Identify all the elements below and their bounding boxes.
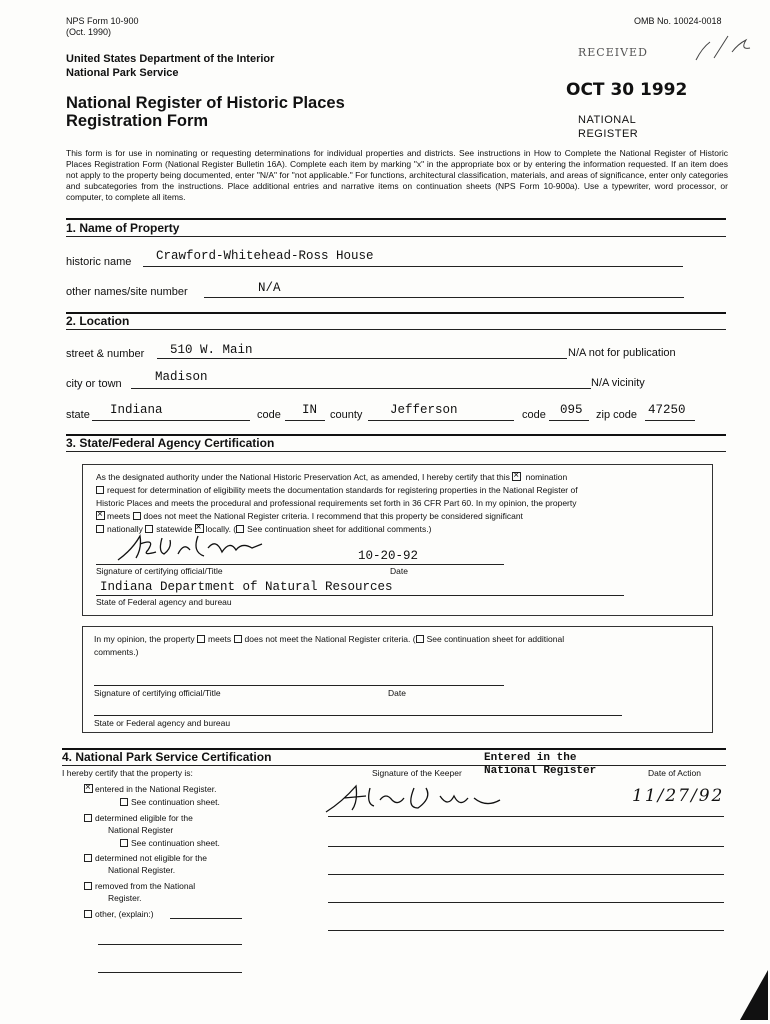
form-date: (Oct. 1990) — [66, 27, 112, 37]
state-label: state — [66, 409, 90, 421]
omb-number: OMB No. 10024-0018 — [634, 16, 722, 26]
official-signature-icon — [112, 530, 272, 566]
entered-checkbox[interactable] — [84, 784, 93, 793]
nfp-label: not for publication — [588, 347, 676, 359]
removed-checkbox[interactable] — [84, 882, 92, 890]
option-eligible[interactable]: determined eligible for the — [84, 813, 193, 824]
form-title: National Register of Historic Places — [66, 94, 345, 112]
county-code-value[interactable]: 095 — [560, 403, 583, 417]
stamp-national: NATIONAL — [578, 114, 637, 126]
vicinity[interactable] — [591, 377, 645, 389]
cert-line-1: As the designated authority under the National Historic Preservation Act, as amended, I hereby certify that this × nomination — [96, 472, 567, 483]
nationally-checkbox[interactable] — [96, 525, 104, 533]
request-checkbox[interactable] — [96, 486, 104, 494]
intro-instructions: This form is for use in nominating or requesting determinations for individual properties and districts. See instructions in How to Complete the National Register of Historic Places Registration Form (National Register Bulletin 16A). Complete each item by marking "x" in the appropriate box or by entering the information requested. If an item does not apply to the property being documented, enter "N/A" for "not applicable." For functions, architectural classification, materials, and areas of significance, enter only categories and subcategories from the instructions. Place additional entries and narrative items on continuation sheets (NPS Form 10-900a). Use a typewriter, word processor, or computer, to complete all items. — [66, 148, 728, 202]
certifying-date[interactable]: 10-20-92 — [358, 549, 419, 563]
opinion-not-meet-checkbox[interactable] — [234, 635, 242, 643]
meets-checkbox[interactable] — [96, 511, 105, 520]
department-name: United States Department of the Interior — [66, 53, 275, 65]
opinion-continuation-checkbox[interactable] — [416, 635, 424, 643]
opinion-meets-checkbox[interactable] — [197, 635, 205, 643]
date-2-label: Date — [388, 688, 406, 698]
not-eligible-checkbox[interactable] — [84, 854, 92, 862]
service-name: National Park Service — [66, 67, 179, 79]
zip-label: zip code — [596, 409, 637, 421]
option-not-eligible[interactable]: determined not eligible for the — [84, 853, 207, 864]
date-label: Date — [390, 566, 408, 576]
keeper-signature-icon — [322, 778, 522, 818]
street-label: street & number — [66, 348, 145, 360]
zip-value[interactable]: 47250 — [648, 403, 686, 417]
vicinity-label: vicinity — [611, 377, 645, 389]
option-entered[interactable]: ×entered in the National Register. — [84, 784, 216, 795]
eligible-continuation-checkbox[interactable] — [120, 839, 128, 847]
received-stamp: RECEIVED — [578, 46, 648, 59]
cert-line-5: nationally statewide × locally. ( See continuation sheet for additional comments.) — [96, 524, 431, 535]
historic-name-label: historic name — [66, 256, 132, 268]
entered-stamp-line-1: Entered in the — [484, 752, 577, 764]
certify-statement: I hereby certify that the property is: — [62, 768, 193, 778]
vicinity-prefix: N/A — [591, 377, 609, 389]
not-for-publication[interactable] — [568, 347, 676, 359]
option-not-eligible-line-2: National Register. — [108, 865, 176, 875]
received-date-stamp: OCT 30 1992 — [566, 80, 688, 100]
handwritten-mark-icon — [688, 30, 758, 66]
keeper-label: Signature of the Keeper — [372, 768, 462, 778]
does-not-meet-checkbox[interactable] — [133, 512, 141, 520]
form-subtitle: Registration Form — [66, 112, 209, 130]
street-value[interactable]: 510 W. Main — [170, 343, 253, 357]
agency-value[interactable]: Indiana Department of Natural Resources — [100, 580, 393, 594]
county-label: county — [330, 409, 363, 421]
option-other[interactable]: other, (explain:) — [84, 909, 154, 920]
signature-2-label: Signature of certifying official/Title — [94, 688, 221, 698]
state-code-value[interactable]: IN — [302, 403, 318, 417]
option-removed[interactable]: removed from the National — [84, 881, 195, 892]
agency-2-label: State or Federal agency and bureau — [94, 718, 231, 728]
action-date-label: Date of Action — [648, 768, 701, 778]
nfp-prefix: N/A — [568, 347, 586, 359]
stamp-register: REGISTER — [578, 128, 639, 140]
cert-line-2: request for determination of eligibility meets the documentation standards for registering properties in the National Register of — [96, 485, 578, 496]
action-date-value[interactable]: 11/27/92 — [632, 786, 725, 806]
city-label: city or town — [66, 378, 122, 390]
section-4-heading: 4. National Park Service Certification — [62, 750, 272, 764]
county-value[interactable]: Jefferson — [390, 403, 458, 417]
entered-continuation-checkbox[interactable] — [120, 798, 128, 806]
state-code-label: code — [257, 409, 281, 421]
signature-label: Signature of certifying official/Title — [96, 566, 223, 576]
nomination-checkbox[interactable] — [512, 472, 521, 481]
opinion-line-2: comments.) — [94, 647, 139, 657]
other-checkbox[interactable] — [84, 910, 92, 918]
eligible-checkbox[interactable] — [84, 814, 92, 822]
other-names-label: other names/site number — [66, 286, 188, 298]
cert-line-3: Historic Places and meets the procedural and professional requirements set forth in 36 CFR Part 60. In my opinion, the property — [96, 498, 577, 508]
form-number: NPS Form 10-900 — [66, 16, 139, 26]
option-eligible-line-2: National Register — [108, 825, 174, 835]
option-eligible-continuation[interactable]: See continuation sheet. — [120, 838, 220, 849]
historic-name-value[interactable]: Crawford-Whitehead-Ross House — [156, 249, 374, 263]
option-entered-continuation[interactable]: See continuation sheet. — [120, 797, 220, 808]
section-1-heading: 1. Name of Property — [66, 221, 180, 235]
section-3-heading: 3. State/Federal Agency Certification — [66, 436, 275, 450]
opinion-line-1: In my opinion, the property meets does not meet the National Register criteria. ( See continuation sheet for additional — [94, 634, 565, 644]
other-names-value[interactable]: N/A — [258, 281, 281, 295]
cert-line-4: ×meets does not meet the National Register criteria. I recommend that this property be considered significant — [96, 511, 523, 522]
city-value[interactable]: Madison — [155, 370, 208, 384]
county-code-label: code — [522, 409, 546, 421]
entered-stamp-line-2: National Register — [484, 765, 597, 777]
agency-label: State of Federal agency and bureau — [96, 597, 232, 607]
section-2-heading: 2. Location — [66, 314, 130, 328]
option-removed-line-2: Register. — [108, 893, 142, 903]
state-value[interactable]: Indiana — [110, 403, 163, 417]
corner-mark-icon — [738, 970, 768, 1020]
